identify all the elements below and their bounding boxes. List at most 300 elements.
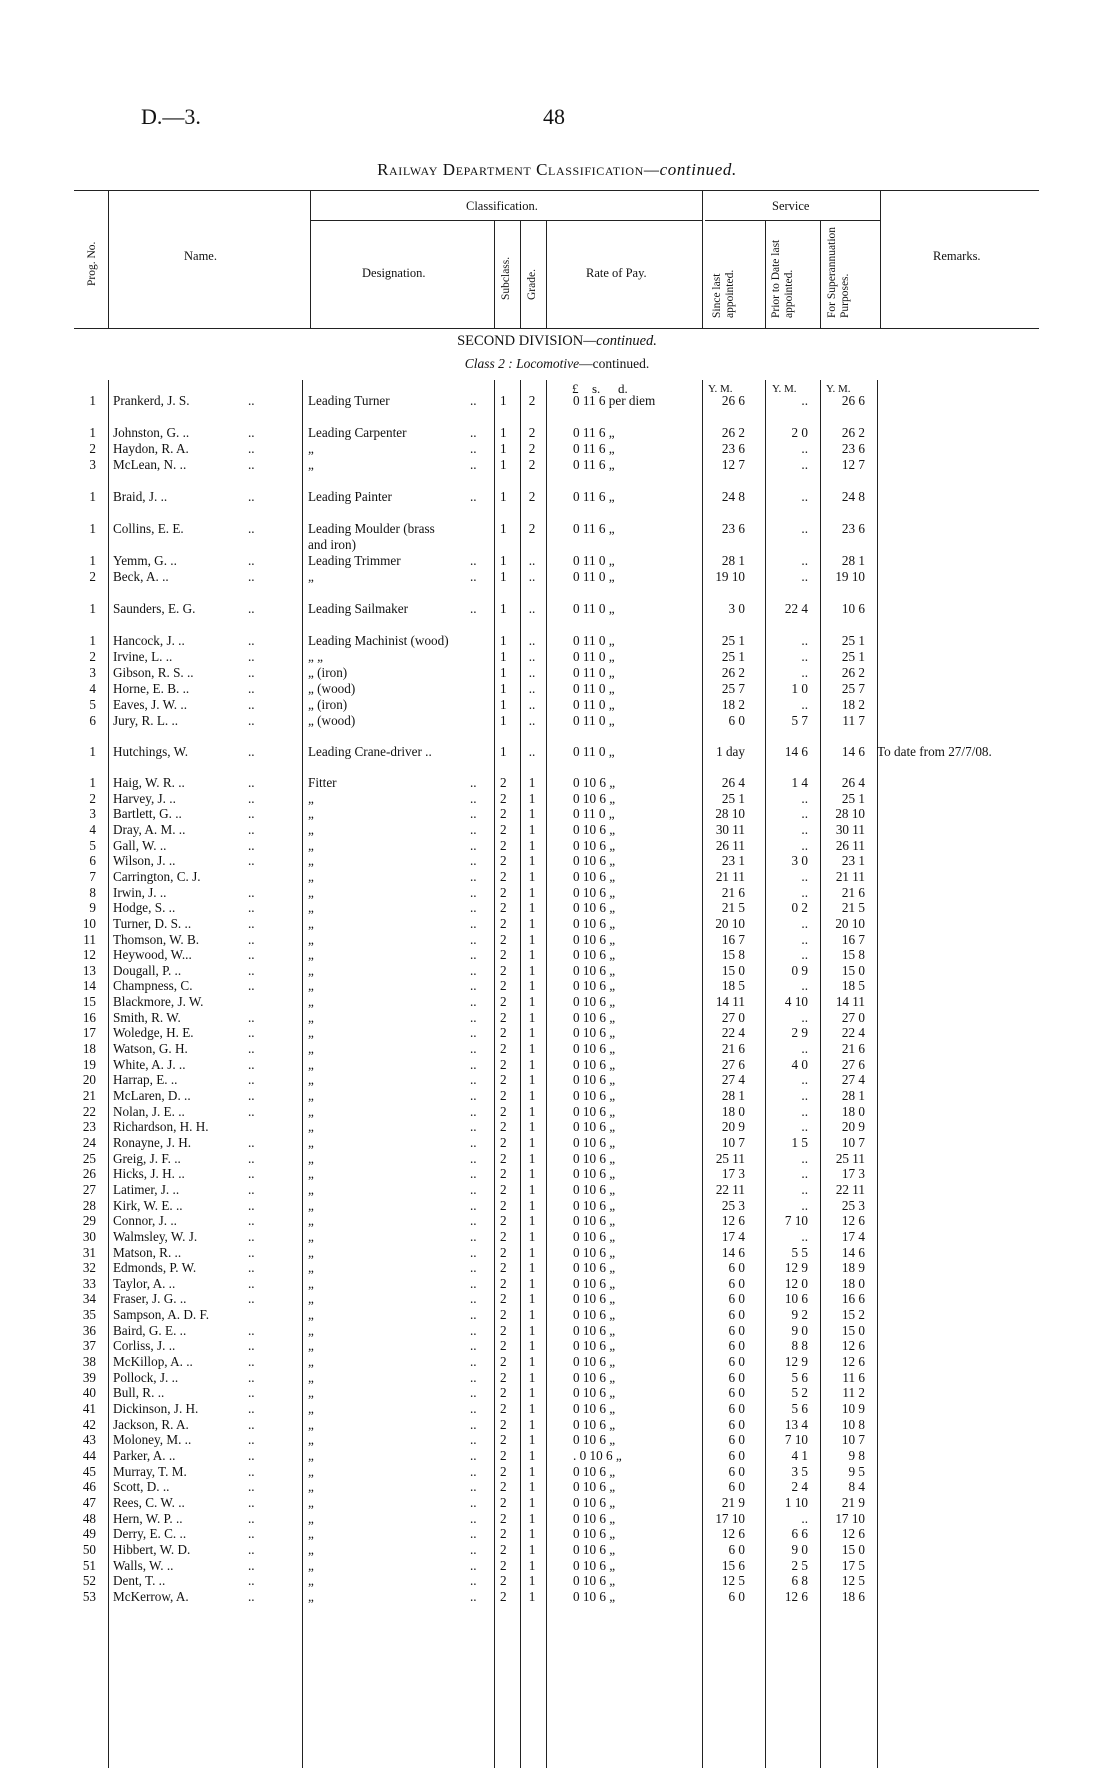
title-main: Railway Department Classification [377, 160, 644, 179]
cell-no: 16 [82, 1009, 96, 1025]
cell-grade: 1 [528, 1134, 536, 1150]
cell-since: 23 6 [721, 441, 745, 456]
cell-ndot: .. [248, 1479, 255, 1495]
cell-ddot: .. [470, 915, 477, 931]
cell-desig: „ [308, 1541, 314, 1557]
cell-name: Gibson, R. S. .. [113, 665, 194, 680]
cell-desig: „ (iron) [308, 665, 348, 680]
cell-super: 18 5 [841, 978, 865, 994]
cell-no: 1 [89, 633, 96, 648]
cell-prior: .. [801, 806, 808, 822]
cell-prior: .. [801, 553, 808, 568]
table-row [0, 1338, 1114, 1354]
cell-sub: 2 [500, 994, 507, 1010]
cell-ndot: .. [248, 1494, 255, 1510]
cell-ddot: .. [470, 884, 477, 900]
cell-sub: 1 [500, 521, 507, 536]
division-heading [0, 333, 1114, 350]
cell-super: 10 9 [841, 1401, 865, 1416]
cell-sub: 2 [500, 1526, 507, 1542]
cell-no: 19 [82, 1056, 96, 1072]
cell-no: 46 [82, 1479, 96, 1495]
cell-grade: 1 [528, 1354, 536, 1370]
cell-no: 13 [82, 962, 96, 978]
cell-no: 15 [82, 994, 96, 1010]
table-row [0, 457, 1114, 473]
cell-name: Prankerd, J. S. [113, 393, 190, 408]
cell-desig: „ [308, 1119, 314, 1135]
cell-ddot: .. [470, 1041, 477, 1057]
cell-ddot: .. [470, 1447, 477, 1463]
cell-ndot: .. [248, 1573, 255, 1589]
cell-pay: 0 11 0 „ [573, 806, 615, 822]
cell-since: 25 1 [721, 633, 745, 648]
cell-since: 22 11 [715, 1181, 745, 1197]
cell-sub: 2 [500, 1166, 507, 1182]
cell-grade: 1 [528, 947, 536, 963]
header-divider [494, 220, 495, 328]
cell-sub: 2 [500, 884, 507, 900]
cell-pay: 0 10 6 „ [573, 1307, 616, 1323]
table-row [0, 1260, 1114, 1276]
cell-since: 6 0 [728, 1322, 745, 1338]
cell-name: Moloney, M. .. [113, 1432, 192, 1448]
unit-super: Y. M. [826, 383, 851, 395]
cell-no: 40 [82, 1385, 96, 1401]
cell-no: 1 [89, 553, 96, 568]
cell-ndot: .. [248, 1260, 255, 1276]
cell-sub: 2 [500, 1072, 507, 1088]
cell-ndot: .. [248, 1385, 255, 1401]
cell-ddot: .. [470, 1557, 477, 1573]
header-divider [702, 190, 703, 328]
cell-pay: 0 10 6 „ [573, 1244, 616, 1260]
cell-no: 11 [83, 931, 96, 947]
cell-ddot: .. [470, 1338, 477, 1354]
header-divider [520, 220, 521, 328]
table-row [0, 1432, 1114, 1448]
cell-pay: 0 10 6 „ [573, 1291, 616, 1307]
cell-no: 4 [89, 821, 96, 837]
cell-prior: 8 8 [791, 1338, 808, 1354]
cell-desig: Leading Carpenter [308, 425, 407, 440]
cell-desig: „ [308, 868, 314, 884]
cell-pay: 0 10 6 „ [573, 1432, 616, 1448]
cell-since: 22 4 [721, 1025, 745, 1041]
cell-super: 11 6 [842, 1369, 865, 1385]
cell-sub: 2 [500, 1291, 507, 1307]
cell-ndot: .. [248, 775, 255, 790]
cell-no: 30 [82, 1228, 96, 1244]
cell-name: Rees, C. W. .. [113, 1494, 185, 1510]
cell-name: Latimer, J. .. [113, 1181, 180, 1197]
cell-since: 14 11 [715, 994, 745, 1010]
cell-name: Smith, R. W. [113, 1009, 181, 1025]
cell-desig: „ [308, 790, 314, 806]
col-for-super: For Superannuation Purposes. [826, 226, 851, 318]
cell-no: 1 [89, 425, 96, 440]
cell-grade: 1 [528, 821, 536, 837]
cell-since: 6 0 [728, 1463, 745, 1479]
cell-pay: 0 11 6 per diem [573, 393, 656, 408]
cell-ndot: .. [248, 1213, 255, 1229]
header-divider [820, 220, 821, 328]
cell-prior: .. [801, 947, 808, 963]
cell-sub: 2 [500, 1385, 507, 1401]
cell-ddot: .. [470, 1510, 477, 1526]
cell-super: 17 10 [835, 1510, 865, 1526]
cell-ddot: .. [470, 601, 477, 616]
cell-no: 53 [82, 1588, 96, 1604]
cell-prior: 22 4 [784, 601, 808, 616]
cell-no: 31 [82, 1244, 96, 1260]
cell-prior: 5 5 [791, 1244, 808, 1260]
cell-grade: 1 [528, 1260, 536, 1276]
cell-prior: 9 2 [791, 1307, 808, 1323]
cell-ddot: .. [470, 569, 477, 584]
header-divider [108, 190, 109, 328]
cell-pay: 0 10 6 „ [573, 1213, 616, 1229]
cell-super: 27 0 [841, 1009, 865, 1025]
cell-name: Eaves, J. W. .. [113, 697, 187, 712]
cell-super: 18 0 [841, 1103, 865, 1119]
page-number: 48 [543, 104, 565, 129]
cell-name: Scott, D. .. [113, 1479, 170, 1495]
cell-desig: „ [308, 962, 314, 978]
cell-since: 15 6 [721, 1557, 745, 1573]
cell-grade: .. [528, 744, 536, 759]
cell-super: 17 4 [841, 1228, 865, 1244]
cell-pay: 0 10 6 „ [573, 1354, 616, 1370]
cell-desig: „ [308, 1463, 314, 1479]
cell-sub: 2 [500, 1557, 507, 1573]
cell-prior: .. [801, 1041, 808, 1057]
cell-name: Fraser, J. G. .. [113, 1291, 187, 1307]
table-row [0, 713, 1114, 729]
cell-desig: „ [308, 1009, 314, 1025]
cell-super: 26 6 [841, 393, 865, 408]
table-row [0, 1229, 1114, 1245]
cell-prior: 9 0 [791, 1541, 808, 1557]
cell-no: 1 [89, 775, 96, 790]
cell-sub: 2 [500, 1401, 507, 1416]
cell-pay: 0 10 6 „ [573, 1150, 616, 1166]
cell-sub: 2 [500, 821, 507, 837]
cell-prior: 2 9 [791, 1025, 808, 1041]
cell-super: 15 0 [841, 1541, 865, 1557]
cell-since: 21 6 [721, 884, 745, 900]
cell-name: Bartlett, G. .. [113, 806, 182, 822]
cell-name: Sampson, A. D. F. [113, 1307, 210, 1323]
cell-ddot: .. [470, 1088, 477, 1103]
cell-desig: „ [308, 1291, 314, 1307]
cell-since: 6 0 [728, 1416, 745, 1432]
cell-ddot: .. [470, 821, 477, 837]
table-row [0, 1385, 1114, 1401]
cell-desig: „ [308, 1056, 314, 1072]
cell-name: Irwin, J. .. [113, 884, 167, 900]
cell-name: Walmsley, W. J. [113, 1228, 198, 1244]
cell-ddot: .. [470, 1322, 477, 1338]
cell-pay: 0 10 6 „ [573, 1401, 616, 1416]
cell-sub: 1 [500, 633, 507, 648]
cell-no: 22 [82, 1103, 96, 1119]
cell-since: 12 6 [721, 1213, 745, 1229]
col-prior-to-date: Prior to Date last appointed. [770, 239, 795, 318]
cell-pay: 0 10 6 „ [573, 1479, 616, 1495]
cell-grade: 1 [528, 1307, 536, 1323]
class-label: Class 2 : [464, 356, 513, 371]
cell-no: 3 [89, 806, 96, 822]
cell-grade: 2 [528, 521, 536, 536]
cell-super: 18 0 [841, 1275, 865, 1291]
cell-grade: 2 [528, 441, 536, 456]
cell-prior: .. [801, 1088, 808, 1103]
cell-pay: 0 10 6 „ [573, 1338, 616, 1354]
cell-pay: 0 10 6 „ [573, 1134, 616, 1150]
cell-no: 52 [82, 1573, 96, 1589]
cell-since: 6 0 [728, 1432, 745, 1448]
unit-pounds: £ [572, 381, 579, 396]
cell-no: 24 [82, 1134, 96, 1150]
cell-grade: 1 [528, 1025, 536, 1041]
cell-grade: 1 [528, 915, 536, 931]
cell-grade: 1 [528, 1557, 536, 1573]
cell-grade: 1 [528, 1573, 536, 1589]
cell-prior: 7 10 [784, 1213, 808, 1229]
cell-desig: „ [308, 1557, 314, 1573]
cell-desig: Fitter [308, 775, 337, 790]
cell-no: 39 [82, 1369, 96, 1385]
cell-super: 19 10 [835, 569, 865, 584]
cell-ndot: .. [248, 713, 255, 728]
cell-super: 11 7 [842, 713, 865, 728]
table-row [0, 1166, 1114, 1182]
cell-since: 17 4 [721, 1228, 745, 1244]
cell-ddot: .. [470, 1103, 477, 1119]
cell-desig: „ [308, 1447, 314, 1463]
cell-name: Beck, A. .. [113, 569, 169, 584]
cell-desig: Leading Sailmaker [308, 601, 408, 616]
cell-since: 27 6 [721, 1056, 745, 1072]
cell-prior: 12 0 [784, 1275, 808, 1291]
cell-ndot: .. [248, 1557, 255, 1573]
cell-ndot: .. [248, 900, 255, 916]
cell-super: 21 9 [841, 1494, 865, 1510]
cell-super: 14 6 [841, 744, 865, 759]
cell-super: 21 11 [835, 868, 865, 884]
table-row [0, 916, 1114, 932]
cell-sub: 2 [500, 853, 507, 869]
cell-desig: „ [308, 1588, 314, 1604]
cell-prior: 1 5 [791, 1134, 808, 1150]
cell-ddot: .. [470, 775, 477, 790]
table-row [0, 521, 1114, 537]
cell-prior: 4 1 [791, 1447, 808, 1463]
cell-pay: 0 10 6 „ [573, 900, 616, 916]
cell-ndot: .. [248, 601, 255, 616]
cell-pay: . 0 10 6 „ [573, 1447, 622, 1463]
cell-ddot: .. [470, 1526, 477, 1542]
cell-pay: 0 10 6 „ [573, 1526, 616, 1542]
cell-since: 6 0 [728, 1541, 745, 1557]
cell-name: Parker, A. .. [113, 1447, 176, 1463]
cell-prior: .. [801, 1228, 808, 1244]
cell-since: 6 0 [728, 1291, 745, 1307]
cell-prior: 6 8 [791, 1573, 808, 1589]
cell-since: 16 7 [721, 931, 745, 947]
cell-ddot: .. [470, 947, 477, 963]
cell-ddot: .. [470, 1401, 477, 1416]
cell-grade: 1 [528, 1041, 536, 1057]
cell-ddot: .. [470, 931, 477, 947]
cell-grade: 1 [528, 1322, 536, 1338]
cell-pay: 0 10 6 „ [573, 962, 616, 978]
cell-grade: 1 [528, 1009, 536, 1025]
cell-sub: 1 [500, 553, 507, 568]
cell-prior: .. [801, 790, 808, 806]
cell-prior: 10 6 [784, 1291, 808, 1307]
cell-prior: 3 5 [791, 1463, 808, 1479]
cell-ndot: .. [248, 1432, 255, 1448]
cell-desig: „ [308, 1260, 314, 1276]
table-row [0, 1370, 1114, 1386]
cell-no: 32 [82, 1260, 96, 1276]
col-name: Name. [184, 249, 217, 263]
cell-name: McLean, N. .. [113, 457, 187, 472]
cell-super: 18 6 [841, 1588, 865, 1604]
cell-since: 23 6 [721, 521, 745, 536]
cell-name: Hodge, S. .. [113, 900, 176, 916]
cell-grade: .. [528, 665, 536, 680]
cell-super: 21 6 [841, 884, 865, 900]
cell-desig: „ [308, 1150, 314, 1166]
cell-name: Watson, G. H. [113, 1041, 188, 1057]
cell-no: 1 [89, 744, 96, 759]
cell-since: 6 0 [728, 1588, 745, 1604]
cell-ddot: .. [470, 553, 477, 568]
cell-name: White, A. J. .. [113, 1056, 186, 1072]
table-row [0, 1072, 1114, 1088]
cell-ndot: .. [248, 1369, 255, 1385]
table-row [0, 1198, 1114, 1214]
cell-prior: .. [801, 649, 808, 664]
cell-sub: 2 [500, 1103, 507, 1119]
cell-sub: 2 [500, 1588, 507, 1604]
cell-prior: 4 0 [791, 1056, 808, 1072]
cell-grade: 2 [528, 425, 536, 440]
cell-super: 10 6 [841, 601, 865, 616]
table-row [0, 1479, 1114, 1495]
cell-ndot: .. [248, 1322, 255, 1338]
cell-grade: 1 [528, 1369, 536, 1385]
cell-sub: 2 [500, 978, 507, 994]
cell-desig: „ [308, 1103, 314, 1119]
cell-name: Hancock, J. .. [113, 633, 185, 648]
cell-pay: 0 10 6 „ [573, 1072, 616, 1088]
cell-prior: 6 6 [791, 1526, 808, 1542]
cell-ndot: .. [248, 1056, 255, 1072]
cell-sub: 2 [500, 1056, 507, 1072]
col-designation: Designation. [362, 266, 426, 280]
cell-sub: 2 [500, 1416, 507, 1432]
cell-no: 6 [89, 713, 96, 728]
header-divider [546, 220, 547, 328]
cell-ddot: .. [470, 1541, 477, 1557]
cell-sub: 2 [500, 1275, 507, 1291]
table-row [0, 1511, 1114, 1527]
cell-desig: „ [308, 1181, 314, 1197]
cell-since: 21 5 [721, 900, 745, 916]
cell-since: 6 0 [728, 1354, 745, 1370]
cell-sub: 2 [500, 1197, 507, 1213]
cell-super: 17 5 [841, 1557, 865, 1573]
cell-ndot: .. [248, 521, 255, 536]
cell-sub: 1 [500, 681, 507, 696]
cell-desig: „ [308, 900, 314, 916]
cell-grade: 1 [528, 1338, 536, 1354]
cell-desig: „ [308, 1228, 314, 1244]
cell-desig: „ [308, 1134, 314, 1150]
cell-pay: 0 11 6 „ [573, 425, 615, 440]
cell-pay: 0 10 6 „ [573, 1103, 616, 1119]
cell-ddot: .. [470, 1588, 477, 1604]
cell-ddot: .. [470, 790, 477, 806]
cell-since: 27 4 [721, 1072, 745, 1088]
cell-sub: 2 [500, 1338, 507, 1354]
cell-pay: 0 11 6 „ [573, 441, 615, 456]
cell-prior: 2 4 [791, 1479, 808, 1495]
cell-prior: .. [801, 821, 808, 837]
cell-sub: 2 [500, 900, 507, 916]
cell-since: 6 0 [728, 1447, 745, 1463]
service-rule [705, 220, 880, 221]
cell-prior: 7 10 [784, 1432, 808, 1448]
cell-sub: 1 [500, 744, 507, 759]
table-row [0, 633, 1114, 649]
cell-pay: 0 11 0 „ [573, 744, 615, 759]
cell-since: 27 0 [721, 1009, 745, 1025]
cell-grade: 1 [528, 837, 536, 853]
cell-grade: 1 [528, 1244, 536, 1260]
cell-ndot: .. [248, 837, 255, 853]
table-row [0, 1057, 1114, 1073]
cell-pay: 0 11 0 „ [573, 713, 615, 728]
cell-since: 10 7 [721, 1134, 745, 1150]
cell-ddot: .. [470, 1479, 477, 1495]
cell-since: 23 1 [721, 853, 745, 869]
cell-prior: 1 4 [791, 775, 808, 790]
cell-since: 28 1 [721, 553, 745, 568]
cell-super: 9 5 [848, 1463, 865, 1479]
table-row [0, 681, 1114, 697]
cell-pay: 0 11 0 „ [573, 649, 615, 664]
cell-no: 48 [82, 1510, 96, 1526]
cell-since: 6 0 [728, 1260, 745, 1276]
table-row [0, 1464, 1114, 1480]
cell-name: Hutchings, W. [113, 744, 189, 759]
cell-grade: 1 [528, 1416, 536, 1432]
cell-ddot: .. [470, 1025, 477, 1041]
table-row [0, 869, 1114, 885]
document-reference: D.—3. [141, 104, 201, 129]
cell-grade: 2 [528, 393, 536, 408]
cell-super: 15 0 [841, 962, 865, 978]
cell-super: 12 5 [841, 1573, 865, 1589]
cell-desig: „ (wood) [308, 713, 356, 728]
table-row [0, 806, 1114, 822]
cell-super: 25 1 [841, 790, 865, 806]
